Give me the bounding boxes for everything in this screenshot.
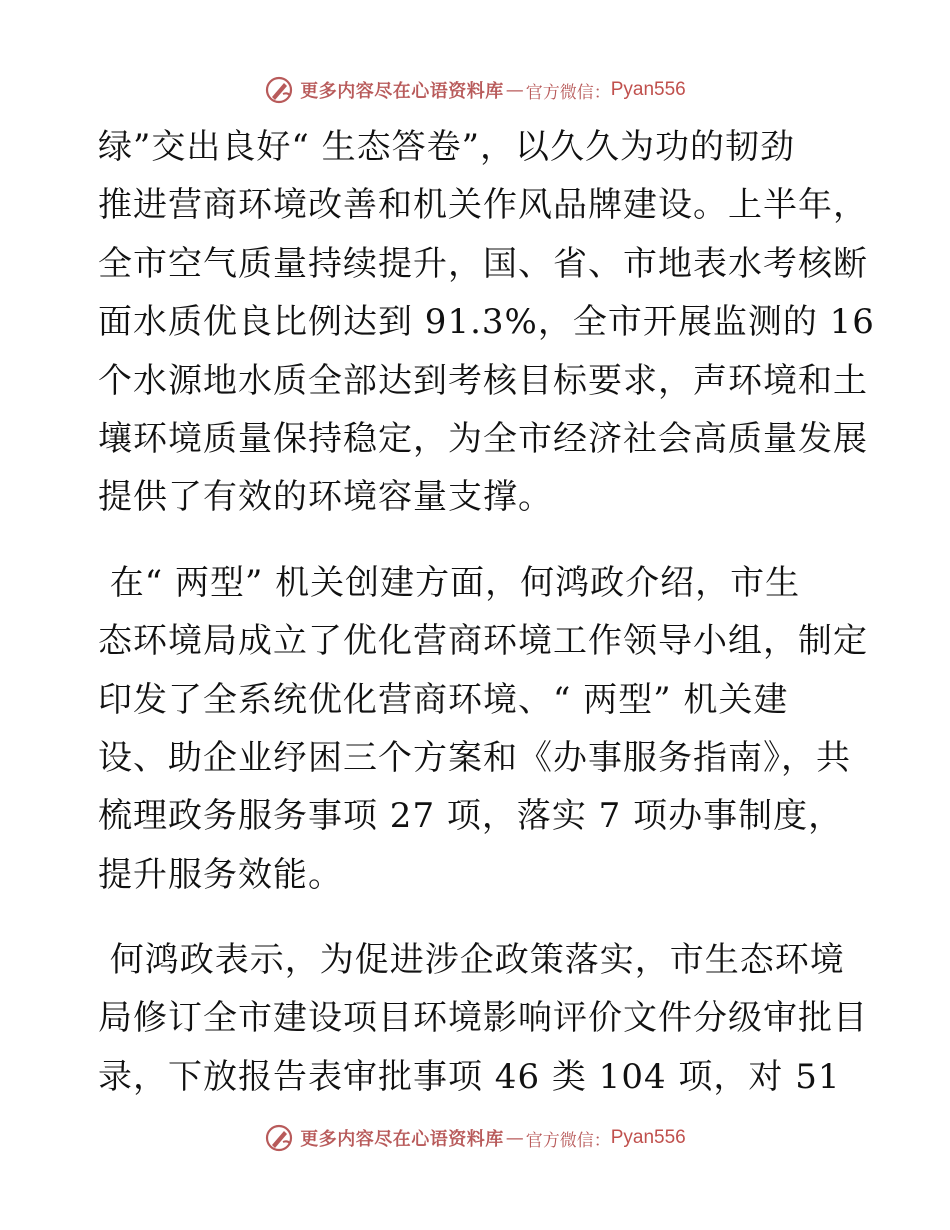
text-line: 壤环境质量保持稳定，为全市经济社会高质量发展 bbox=[98, 418, 868, 459]
text-line: 提供了有效的环境容量支撑。 bbox=[98, 477, 553, 518]
text-line: 推进营商环境改善和机关作风品牌建设。上半年， bbox=[98, 185, 868, 226]
header-wechat-id: Pyan556 bbox=[610, 79, 686, 100]
paragraph-2 bbox=[98, 554, 868, 904]
footer-wechat-label: 官方微信： bbox=[525, 1130, 611, 1151]
paragraph-gap bbox=[98, 527, 858, 554]
bookmark-logo-icon bbox=[264, 1123, 294, 1153]
paragraph-1 bbox=[98, 118, 875, 527]
footer-wechat-id: Pyan556 bbox=[610, 1127, 686, 1148]
document-body bbox=[98, 118, 875, 1106]
text-line: 何鸿政表示，为促进涉企政策落实，市生态环境 bbox=[98, 940, 845, 981]
text-line: 印发了全系统优化营商环境、“ 两型” 机关建 bbox=[98, 679, 789, 720]
header-wechat-label: 官方微信： bbox=[525, 82, 611, 103]
footer-title: 更多内容尽在心语资料库 bbox=[300, 1129, 504, 1150]
text-line: 梳理政务服务事项 27 项，落实 7 项办事制度， bbox=[98, 796, 844, 837]
text-line: 录，下放报告表审批事项 46 类 104 项，对 51 bbox=[98, 1056, 841, 1097]
text-line: 局修订全市建设项目环境影响评价文件分级审批目 bbox=[98, 998, 868, 1039]
text-line: 全市空气质量持续提升，国、省、市地表水考核断 bbox=[98, 243, 868, 284]
text-line: 提升服务效能。 bbox=[98, 854, 343, 895]
text-line: 绿”交出良好“ 生态答卷”，以久久为功的韧劲 bbox=[98, 127, 795, 167]
text-line: 设、助企业纾困三个方案和《办事服务指南》，共 bbox=[98, 737, 851, 778]
bookmark-logo-icon bbox=[264, 75, 294, 105]
text-line: 态环境局成立了优化营商环境工作领导小组，制定 bbox=[98, 621, 868, 662]
footer-banner bbox=[0, 1118, 950, 1158]
text-line: 个水源地水质全部达到考核目标要求，声环境和土 bbox=[98, 360, 868, 401]
text-line: 在“ 两型” 机关创建方面，何鸿政介绍，市生 bbox=[98, 562, 801, 603]
footer-separator: — bbox=[505, 1127, 524, 1149]
header-title: 更多内容尽在心语资料库 bbox=[300, 81, 504, 102]
paragraph-gap bbox=[98, 904, 858, 931]
text-line: 面水质优良比例达到 91.3%，全市开展监测的 16 bbox=[98, 302, 875, 343]
header-banner bbox=[0, 70, 950, 110]
header-separator: — bbox=[505, 79, 524, 101]
paragraph-3 bbox=[98, 931, 868, 1106]
